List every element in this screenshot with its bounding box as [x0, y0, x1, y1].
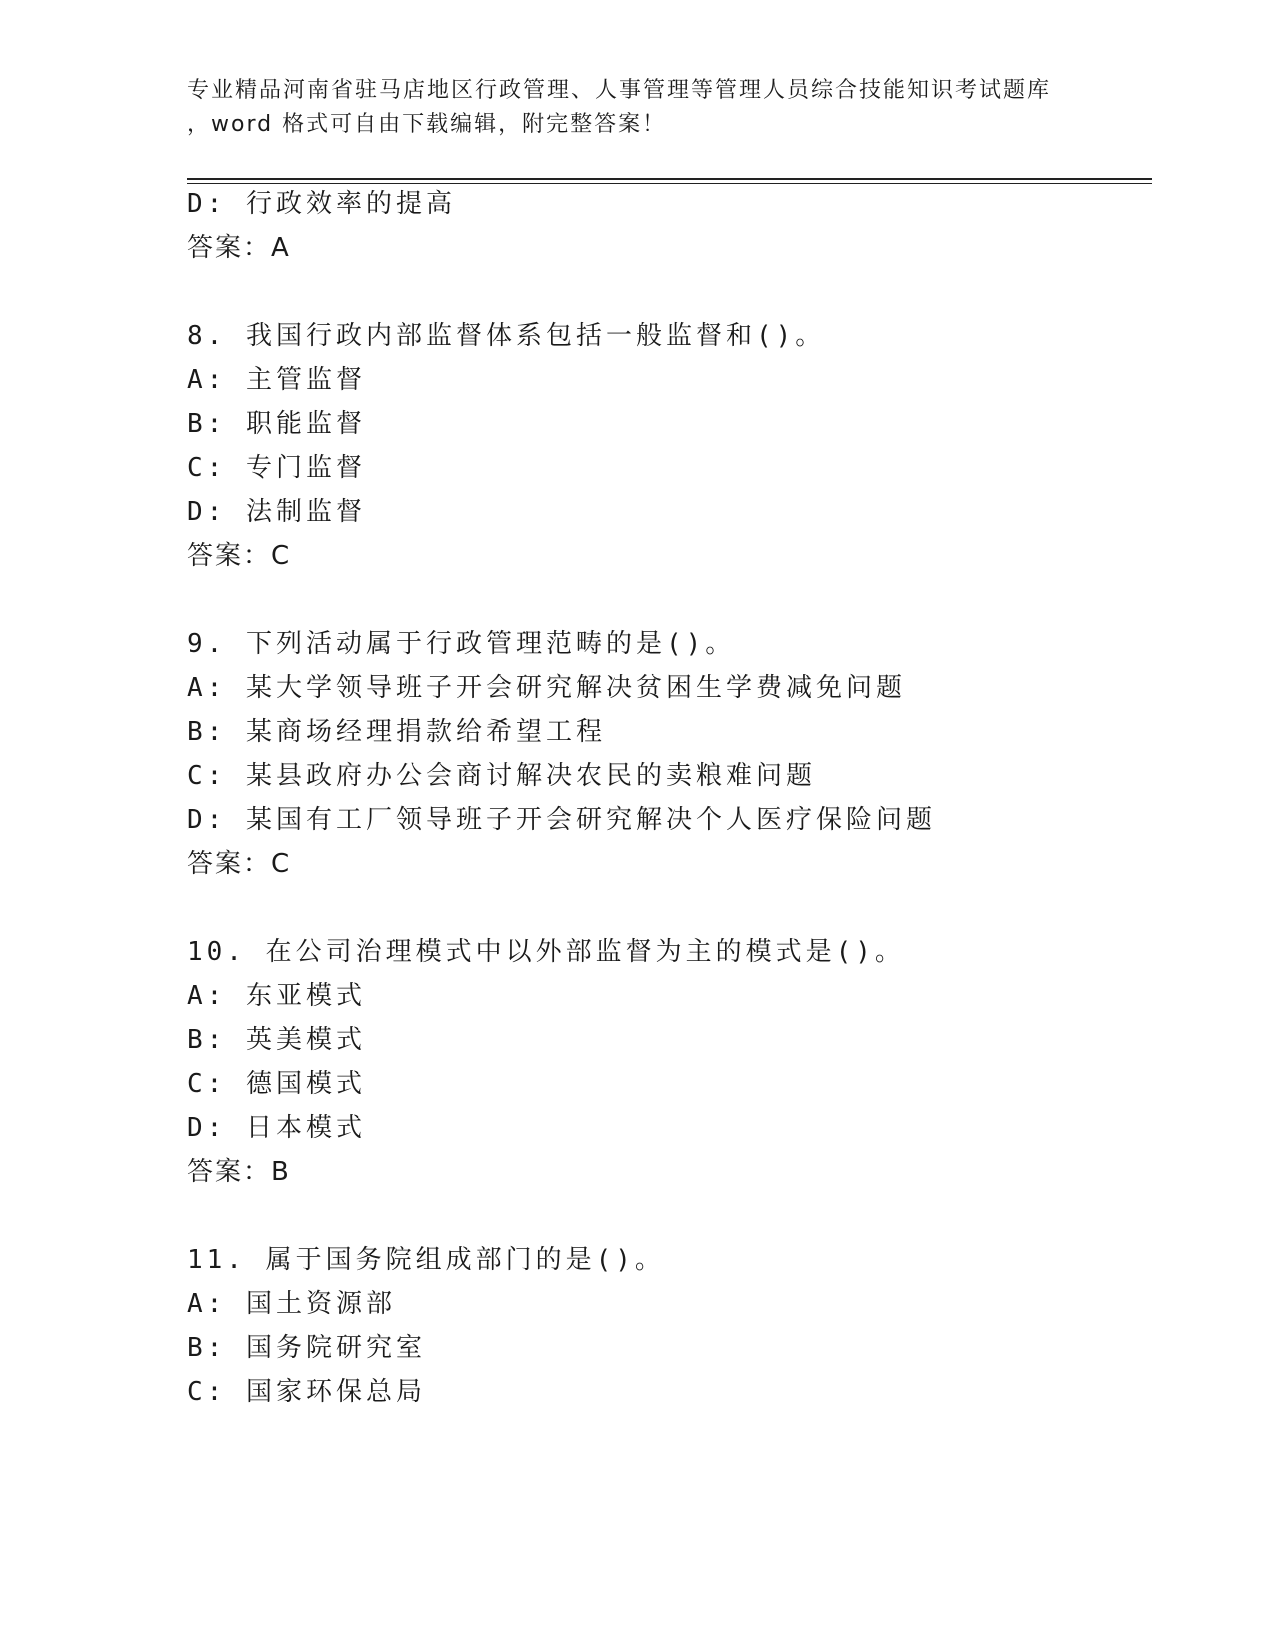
header-divider: [187, 178, 1152, 180]
option-a: A: 某大学领导班子开会研究解决贫困生学费减免问题: [187, 673, 906, 703]
header-divider-thin: [187, 183, 1152, 184]
header-subtitle: ，word 格式可自由下载编辑，附完整答案！: [187, 112, 667, 137]
question-stem: 11. 属于国务院组成部门的是()。: [187, 1245, 665, 1275]
option-d: D: 某国有工厂领导班子开会研究解决个人医疗保险问题: [187, 805, 936, 835]
document-header: [187, 74, 1087, 142]
option-d: D: 行政效率的提高: [187, 189, 456, 219]
question-stem: 10. 在公司治理模式中以外部监督为主的模式是()。: [187, 937, 905, 967]
option-b: B: 英美模式: [187, 1025, 366, 1055]
option-c: C: 国家环保总局: [187, 1377, 426, 1407]
answer: 答案：B: [187, 1157, 291, 1187]
answer: 答案：A: [187, 233, 291, 263]
option-d: D: 法制监督: [187, 497, 366, 527]
option-b: B: 某商场经理捐款给希望工程: [187, 717, 606, 747]
option-a: A: 东亚模式: [187, 981, 366, 1011]
option-d: D: 日本模式: [187, 1113, 366, 1143]
option-b: B: 国务院研究室: [187, 1333, 426, 1363]
question-stem: 9. 下列活动属于行政管理范畴的是()。: [187, 629, 736, 659]
option-c: C: 德国模式: [187, 1069, 366, 1099]
question-stem: 8. 我国行政内部监督体系包括一般监督和()。: [187, 321, 826, 351]
header-title: 专业精品河南省驻马店地区行政管理、人事管理等管理人员综合技能知识考试题库: [187, 78, 1052, 103]
option-c: C: 专门监督: [187, 453, 366, 483]
option-c: C: 某县政府办公会商讨解决农民的卖粮难问题: [187, 761, 816, 791]
answer: 答案：C: [187, 849, 292, 879]
option-a: A: 国土资源部: [187, 1289, 396, 1319]
option-a: A: 主管监督: [187, 365, 366, 395]
answer: 答案：C: [187, 541, 292, 571]
option-b: B: 职能监督: [187, 409, 366, 439]
